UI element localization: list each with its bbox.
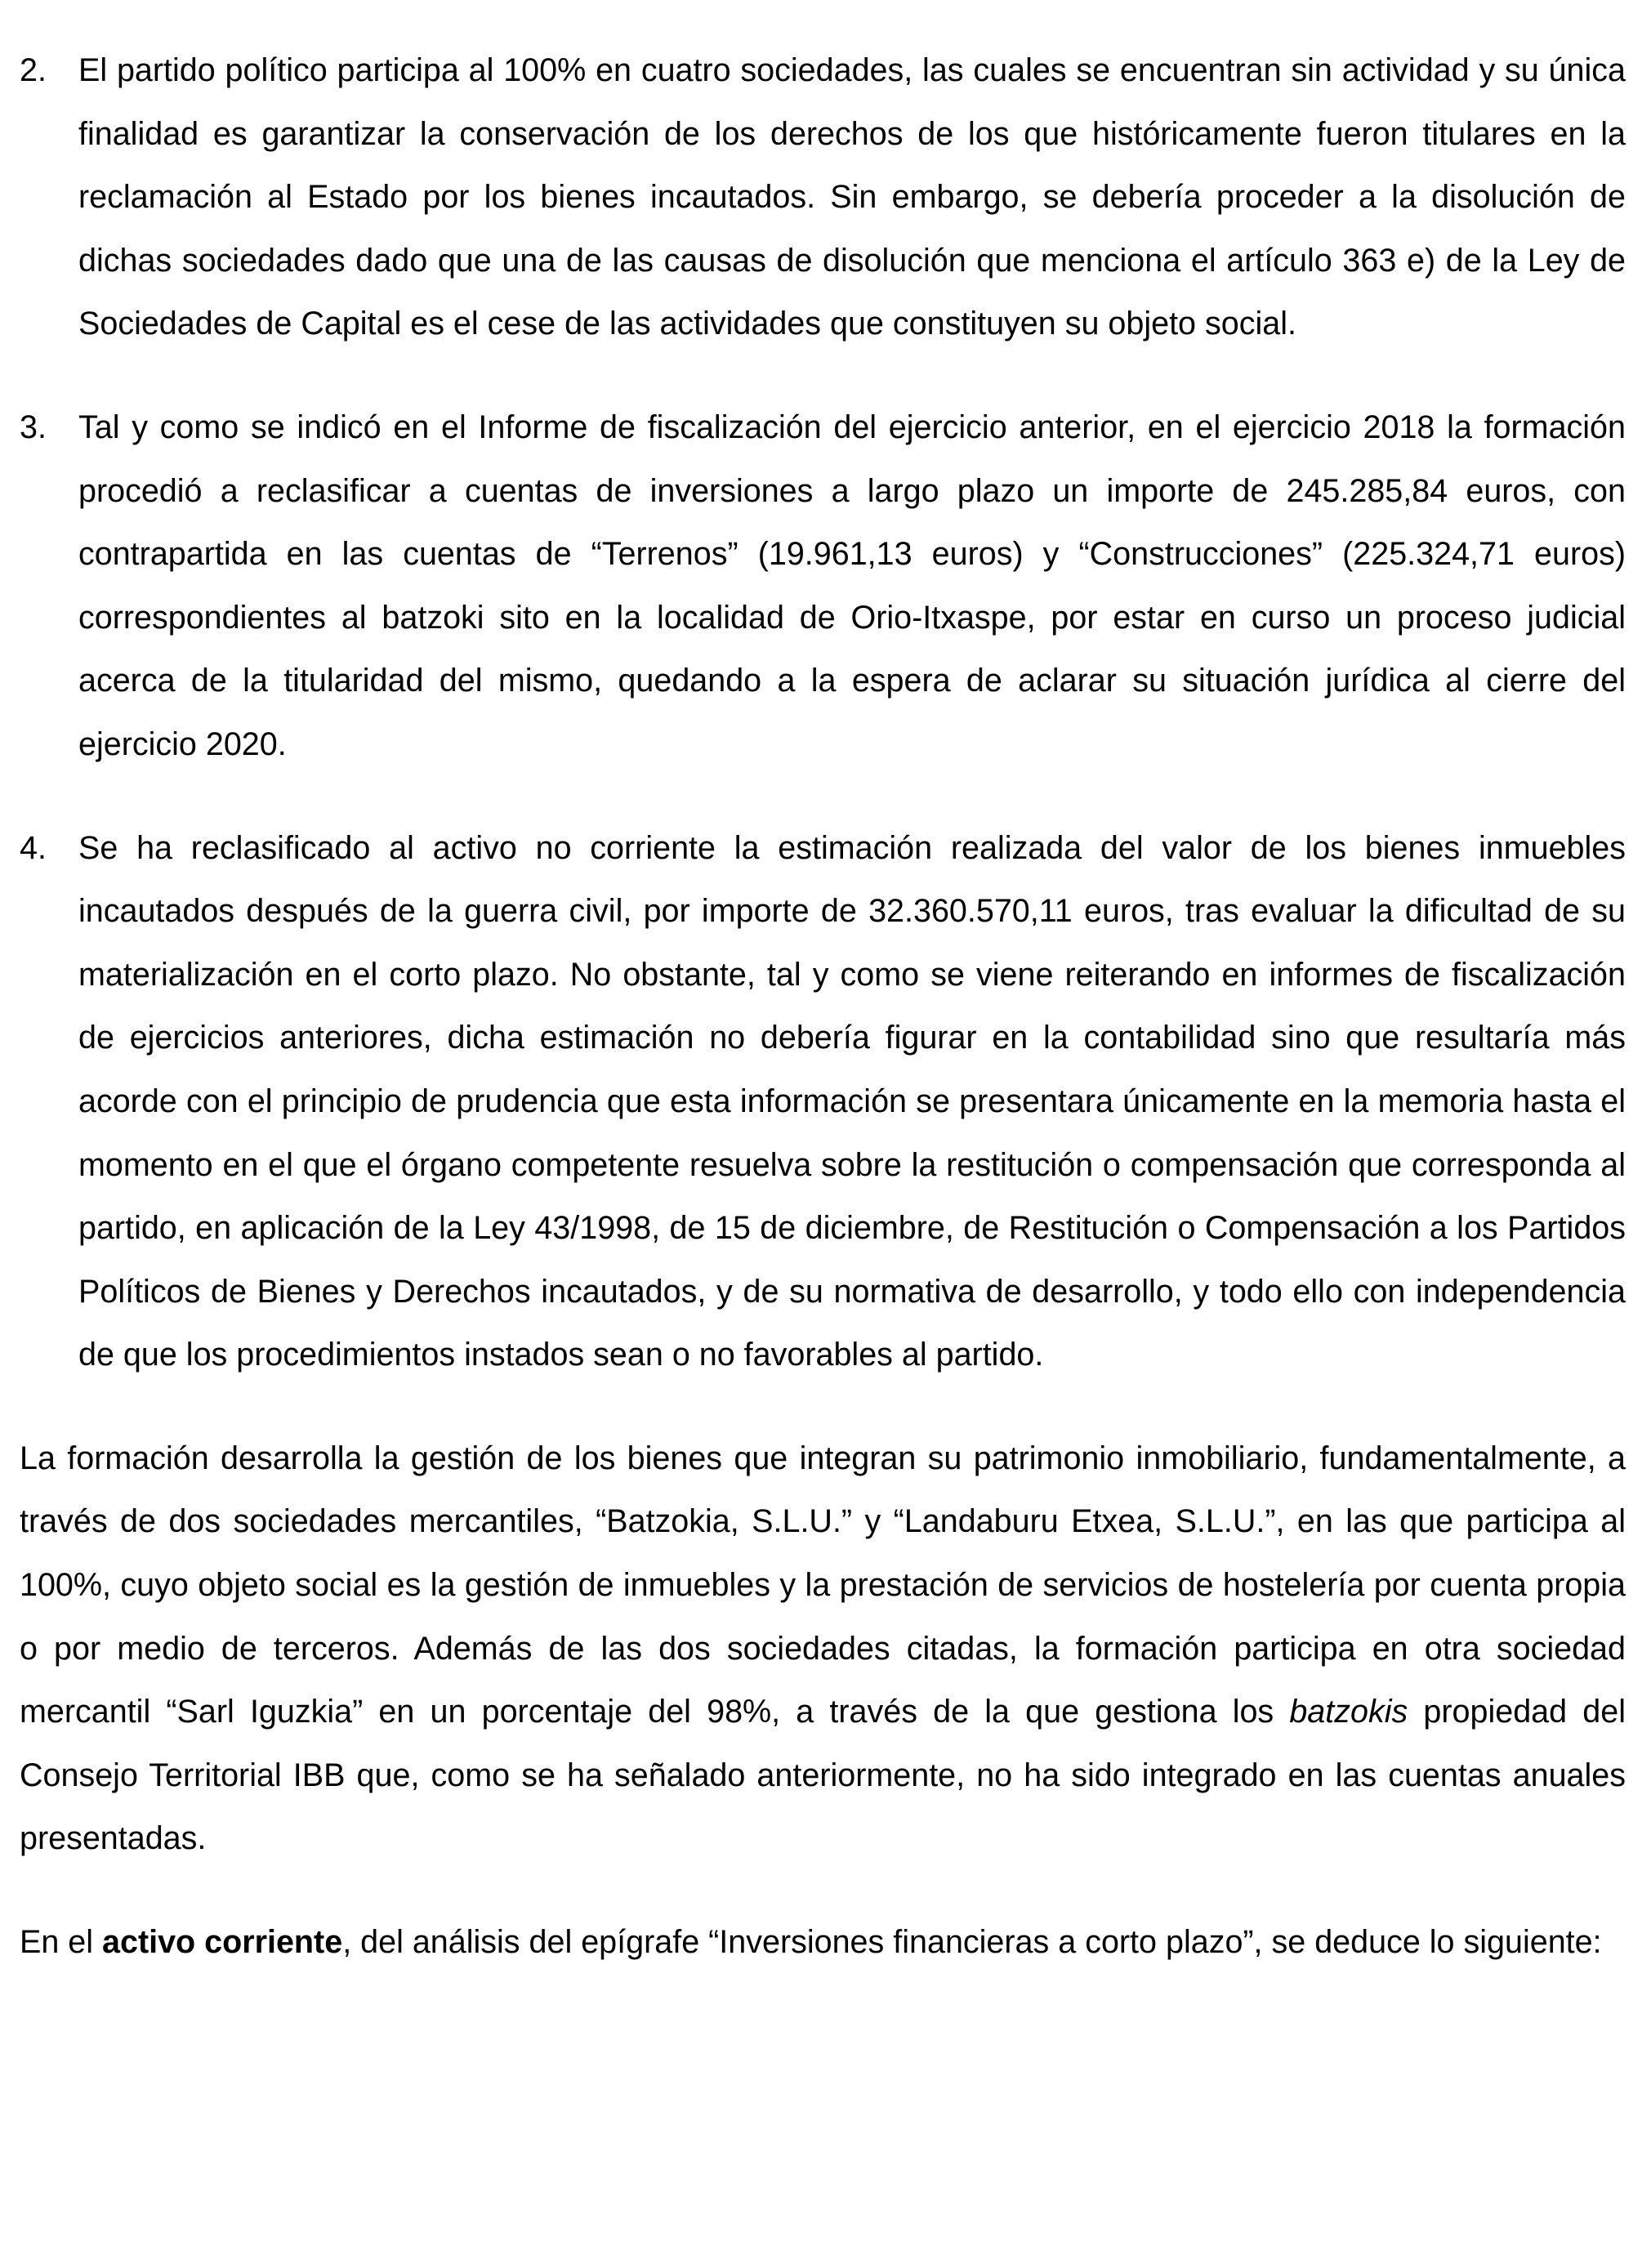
- italic-term: batzokis: [1289, 1694, 1408, 1730]
- list-item-text: Tal y como se indicó en el Informe de fiscalización del ejercicio anterior, en el ejercicio 2018 la formación procedió a reclasificar a cuentas de inversiones a largo plazo un importe de 245.285,84 euros, con contrapartida en las cuentas de “Terrenos” (19.961,13 euros) y “Construcciones” (225.324,71 euros) correspondientes al batzoki sito en la localidad de Orio-Itxaspe, por estar en curso un proceso judicial acerca de la titularidad del mismo, quedando a la espera de aclarar su situación jurídica al cierre del ejercicio 2020.: [78, 409, 1626, 762]
- list-item-number: 3.: [20, 409, 47, 445]
- bold-term: activo corriente: [102, 1924, 343, 1961]
- body-paragraph: [20, 1911, 1626, 1975]
- list-item-number: 2.: [20, 52, 47, 88]
- document-page: [20, 39, 1626, 1975]
- list-item: [20, 817, 1626, 1387]
- paragraph-text: En el: [20, 1924, 103, 1961]
- paragraph-text: , del análisis del epígrafe “Inversiones financieras a corto plazo”, se deduce lo siguiente:: [342, 1924, 1602, 1961]
- body-paragraph: [20, 1427, 1626, 1871]
- list-item-number: 4.: [20, 829, 47, 866]
- list-item-text: El partido político participa al 100% en cuatro sociedades, las cuales se encuentran sin actividad y su única finalidad es garantizar la conservación de los derechos de los que históricamente fueron titulares en la reclamación al Estado por los bienes incautados. Sin embargo, se debería proceder a la disolución de dichas sociedades dado que una de las causas de disolución que menciona el artículo 363 e) de la Ley de Sociedades de Capital es el cese de las actividades que constituyen su objeto social.: [78, 52, 1626, 342]
- list-item: [20, 396, 1626, 777]
- paragraph-text: La formación desarrolla la gestión de los bienes que integran su patrimonio inmobiliario, fundamentalmente, a través de dos sociedades mercantiles, “Batzokia, S.L.U.” y “Landaburu Etxea, S.L.U.”, en las que participa al 100%, cuyo objeto social es la gestión de inmuebles y la prestación de servicios de hostelería por cuenta propia o por medio de terceros. Además de las dos sociedades citadas, la formación participa en otra sociedad mercantil “Sarl Iguzkia” en un porcentaje del 98%, a través de la que gestiona los: [20, 1440, 1626, 1730]
- paragraph-text: propiedad del Consejo Territorial IBB que, como se ha señalado anteriormente, no ha sido integrado en las cuentas anuales presentadas.: [20, 1694, 1626, 1857]
- list-item-text: Se ha reclasificado al activo no corriente la estimación realizada del valor de los bienes inmuebles incautados después de la guerra civil, por importe de 32.360.570,11 euros, tras evaluar la dificultad de su materialización en el corto plazo. No obstante, tal y como se viene reiterando en informes de fiscalización de ejercicios anteriores, dicha estimación no debería figurar en la contabilidad sino que resultaría más acorde con el principio de prudencia que esta información se presentara únicamente en la memoria hasta el momento en el que el órgano competente resuelva sobre la restitución o compensación que corresponda al partido, en aplicación de la Ley 43/1998, de 15 de diciembre, de Restitución o Compensación a los Partidos Políticos de Bienes y Derechos incautados, y de su normativa de desarrollo, y todo ello con independencia de que los procedimientos instados sean o no favorables al partido.: [78, 829, 1626, 1373]
- list-item: [20, 39, 1626, 356]
